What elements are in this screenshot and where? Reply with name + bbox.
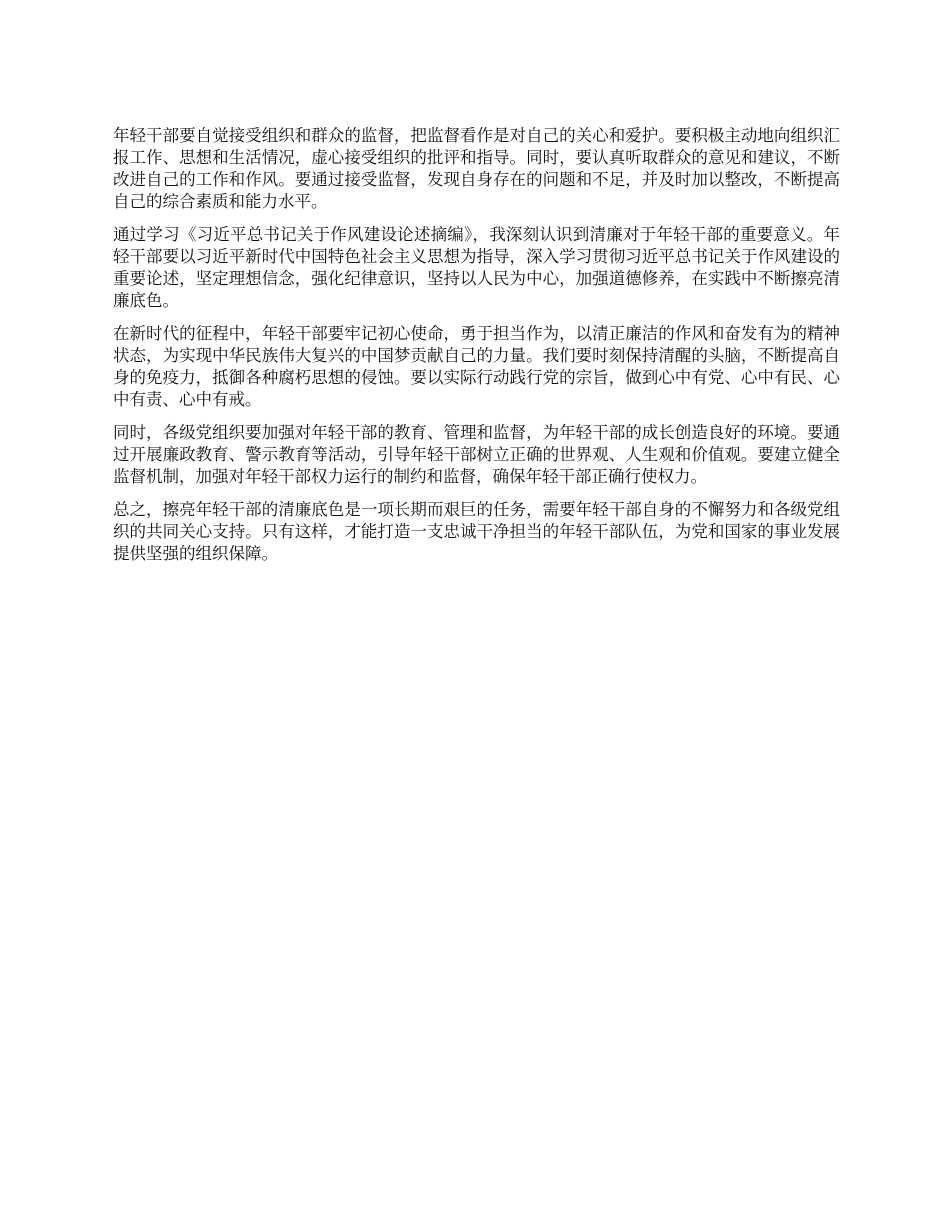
paragraph-2: 通过学习《习近平总书记关于作风建设论述摘编》，我深刻认识到清廉对于年轻干部的重要意义。年轻干部要以习近平新时代中国特色社会主义思想为指导，深入学习贯彻习近平总书记关于作风建设的重要论述，坚定理想信念，强化纪律意识，坚持以人民为中心，加强道德修养，在实践中不断擦亮清廉底色。 [113,225,840,310]
paragraph-3: 在新时代的征程中，年轻干部要牢记初心使命，勇于担当作为，以清正廉洁的作风和奋发有为的精神状态，为实现中华民族伟大复兴的中国梦贡献自己的力量。我们要时刻保持清醒的头脑，不断提高自身的免疫力，抵御各种腐朽思想的侵蚀。要以实际行动践行党的宗旨，做到心中有党、心中有民、心中有责、心中有戒。 [113,324,840,409]
document-body [113,125,840,576]
paragraph-4: 同时，各级党组织要加强对年轻干部的教育、管理和监督，为年轻干部的成长创造良好的环境。要通过开展廉政教育、警示教育等活动，引导年轻干部树立正确的世界观、人生观和价值观。要建立健全监督机制，加强对年轻干部权力运行的制约和监督，确保年轻干部正确行使权力。 [113,423,840,486]
paragraph-5: 总之，擦亮年轻干部的清廉底色是一项长期而艰巨的任务，需要年轻干部自身的不懈努力和各级党组织的共同关心支持。只有这样，才能打造一支忠诚干净担当的年轻干部队伍，为党和国家的事业发展提供坚强的组织保障。 [113,500,840,563]
paragraph-1: 年轻干部要自觉接受组织和群众的监督，把监督看作是对自己的关心和爱护。要积极主动地向组织汇报工作、思想和生活情况，虚心接受组织的批评和指导。同时，要认真听取群众的意见和建议，不断改进自己的工作和作风。要通过接受监督，发现自身存在的问题和不足，并及时加以整改，不断提高自己的综合素质和能力水平。 [113,126,840,211]
